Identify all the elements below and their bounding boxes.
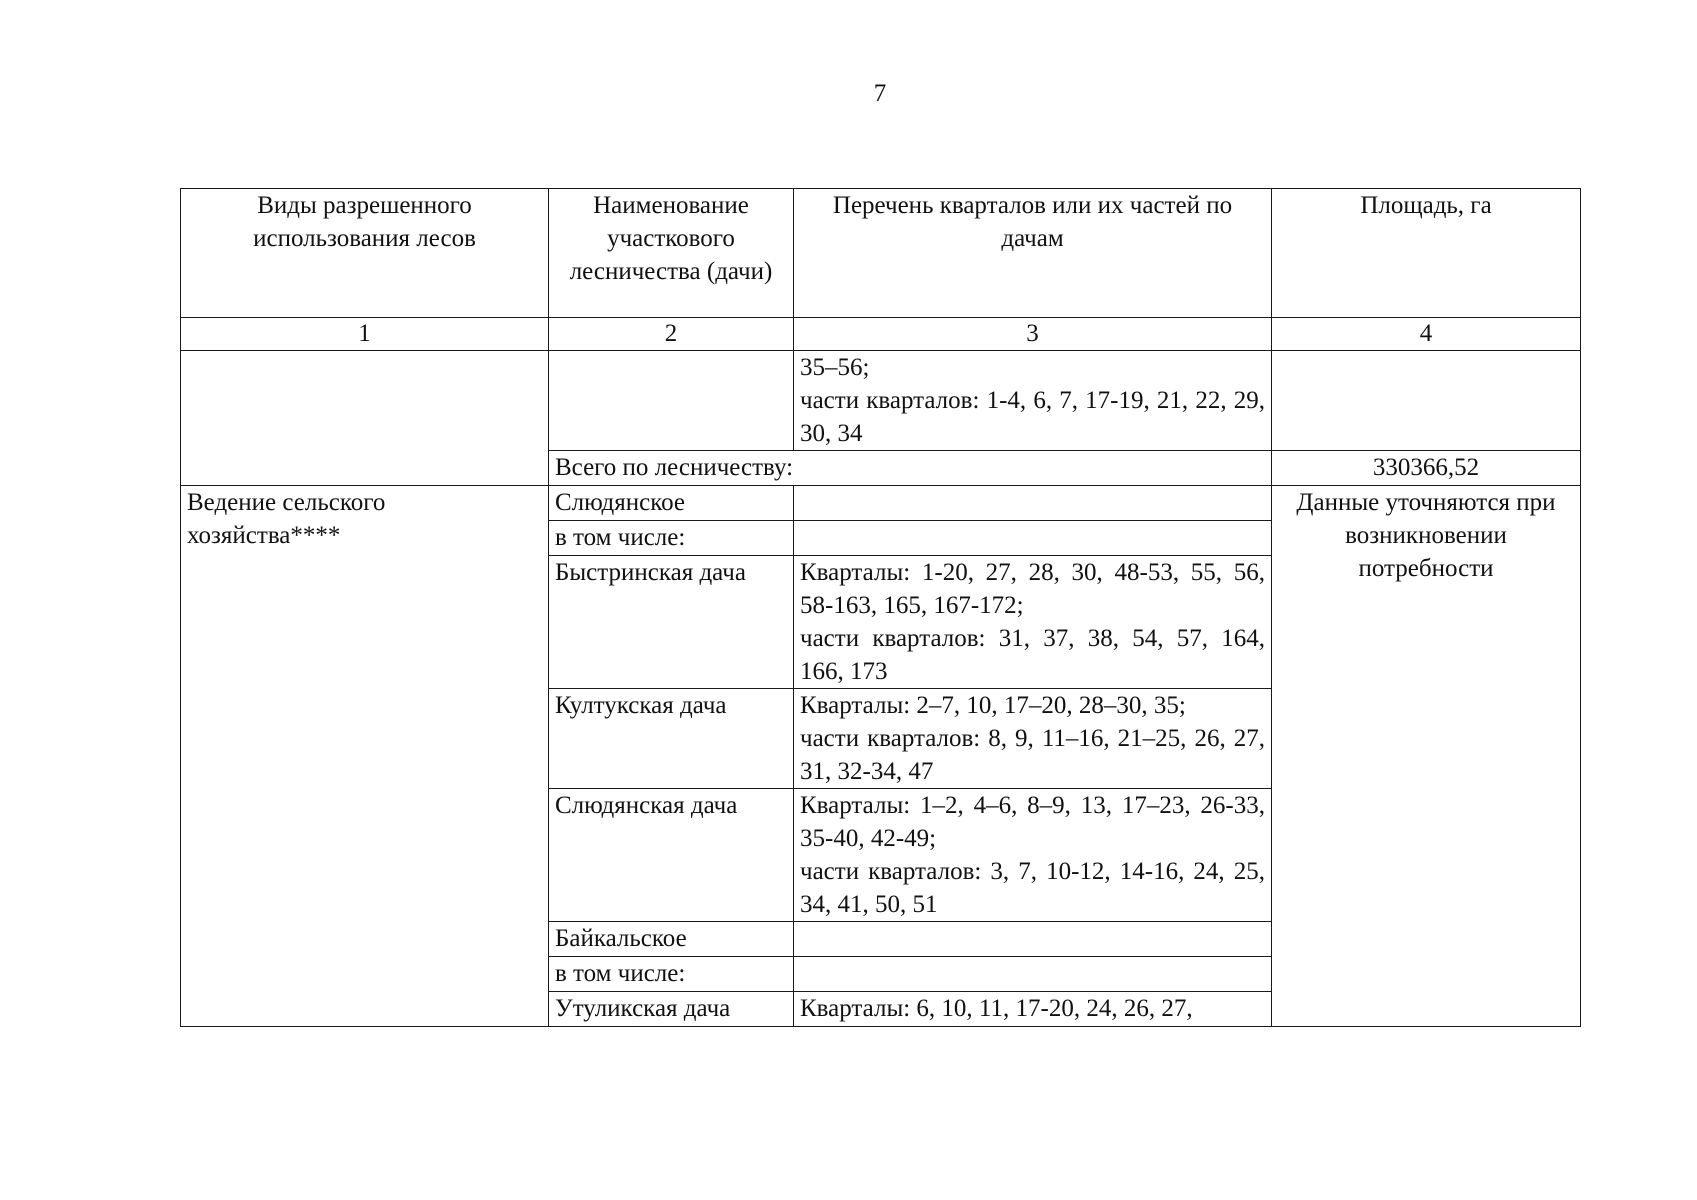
quarters-cell: Кварталы: 6, 10, 11, 17-20, 24, 26, 27, <box>794 992 1272 1027</box>
forestry-name: Байкальское <box>549 922 794 957</box>
forestry-name: в том числе: <box>549 957 794 992</box>
header-usage-type: Виды разрешенного использования лесов <box>181 189 549 318</box>
forestry-name: Утуликская дача <box>549 992 794 1027</box>
quarters-text: Кварталы: 1–2, 4–6, 8–9, 13, 17–23, 26-33, 35-40, 42-49; <box>800 792 1265 852</box>
quarters-text: 35–56; <box>800 354 870 381</box>
page-number: 7 <box>873 80 887 107</box>
usage-type-cell: Ведение сельского хозяйства**** <box>181 486 549 1027</box>
forestry-name: Быстринская дача <box>549 556 794 689</box>
quarters-cell <box>794 957 1272 992</box>
column-number-row <box>181 318 1581 351</box>
quarters-cell <box>794 689 1272 789</box>
forestry-name: Култукская дача <box>549 689 794 789</box>
forestry-name: Слюдянская дача <box>549 789 794 922</box>
quarters-parts-text: части кварталов: 8, 9, 11–16, 21–25, 26, 27, 31, 32-34, 47 <box>800 725 1265 785</box>
table-row <box>181 486 1581 521</box>
table-row <box>181 351 1581 451</box>
quarters-parts-text: части кварталов: 31, 37, 38, 54, 57, 164, 166, 173 <box>800 625 1265 685</box>
quarters-parts-text: части кварталов: 1-4, 6, 7, 17-19, 21, 22, 29, 30, 34 <box>800 387 1265 447</box>
area-note: Данные уточняются при возникновении потребности <box>1272 486 1581 1027</box>
column-number: 4 <box>1272 318 1581 351</box>
quarters-text: Кварталы: 2–7, 10, 17–20, 28–30, 35; <box>800 692 1186 719</box>
area-cell-empty <box>1272 351 1581 451</box>
column-number: 2 <box>549 318 794 351</box>
quarters-cell <box>794 486 1272 521</box>
forest-usage-table <box>180 188 1581 1027</box>
quarters-text: Кварталы: 1-20, 27, 28, 30, 48-53, 55, 56, 58-163, 165, 167-172; <box>800 559 1265 619</box>
total-value: 330366,52 <box>1272 451 1581 486</box>
quarters-cell <box>794 521 1272 556</box>
quarters-cell <box>794 789 1272 922</box>
header-quarters-list: Перечень кварталов или их частей по дачам <box>794 189 1272 318</box>
header-row <box>181 189 1581 318</box>
forestry-name: в том числе: <box>549 521 794 556</box>
header-forestry-name: Наименование участкового лесничества (дачи) <box>549 189 794 318</box>
forestry-name: Слюдянское <box>549 486 794 521</box>
quarters-cell <box>794 556 1272 689</box>
quarters-cell <box>794 922 1272 957</box>
quarters-parts-text: части кварталов: 3, 7, 10-12, 14-16, 24, 25, 34, 41, 50, 51 <box>800 858 1265 918</box>
column-number: 3 <box>794 318 1272 351</box>
usage-type-cell-empty <box>181 351 549 486</box>
column-number: 1 <box>181 318 549 351</box>
header-area: Площадь, га <box>1272 189 1581 318</box>
total-label: Всего по лесничеству: <box>549 451 1272 486</box>
forestry-name-cell-empty <box>549 351 794 451</box>
quarters-cell <box>794 351 1272 451</box>
